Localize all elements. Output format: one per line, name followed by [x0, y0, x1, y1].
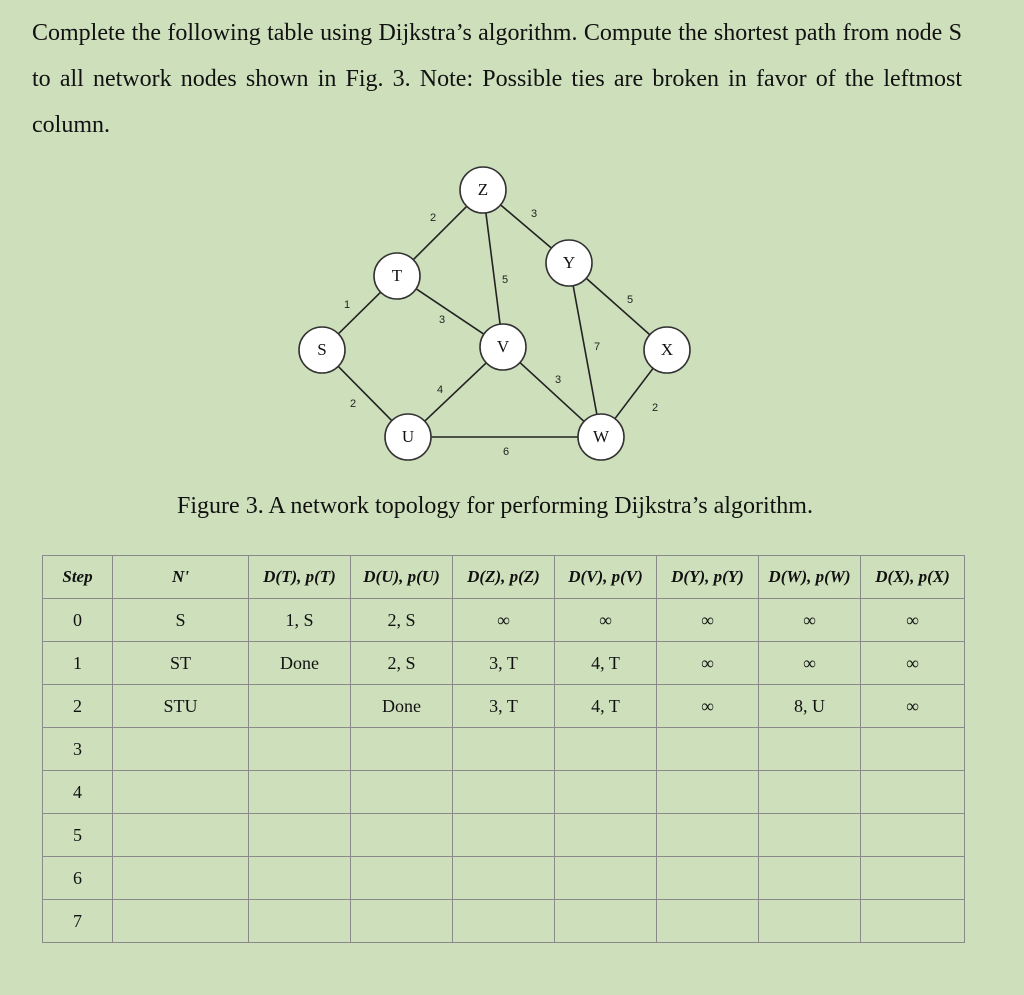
distance-cell: ∞	[453, 599, 555, 642]
edge-z-v	[486, 213, 500, 324]
edge-z-y	[501, 205, 552, 248]
step-cell: 2	[43, 685, 113, 728]
distance-cell	[759, 728, 861, 771]
edge-weight-v-w: 3	[554, 373, 562, 386]
table-row	[43, 814, 965, 857]
n-prime-cell	[113, 900, 249, 943]
distance-cell	[861, 771, 965, 814]
edge-t-v	[416, 289, 484, 334]
step-cell: 4	[43, 771, 113, 814]
table-row	[43, 728, 965, 771]
distance-cell	[351, 814, 453, 857]
distance-cell	[351, 857, 453, 900]
edge-weight-s-u: 2	[349, 397, 357, 410]
graph-edges	[338, 205, 653, 437]
graph-nodes	[299, 167, 690, 460]
header-t: D(T), p(T)	[249, 556, 351, 599]
distance-cell	[351, 900, 453, 943]
node-label: W	[592, 426, 610, 446]
distance-cell	[351, 771, 453, 814]
distance-cell: 1, S	[249, 599, 351, 642]
edge-weight-z-y: 3	[530, 207, 538, 220]
header-v: D(V), p(V)	[555, 556, 657, 599]
distance-cell	[453, 900, 555, 943]
distance-cell: ∞	[657, 599, 759, 642]
n-prime-cell	[113, 814, 249, 857]
distance-cell: 4, T	[555, 642, 657, 685]
distance-cell	[555, 814, 657, 857]
header-n-prime: N'	[113, 556, 249, 599]
edge-weight-s-t: 1	[343, 298, 351, 311]
node-label: T	[391, 265, 403, 285]
n-prime-cell	[113, 728, 249, 771]
edge-weight-w-x: 2	[651, 401, 659, 414]
distance-cell: ∞	[555, 599, 657, 642]
step-cell: 6	[43, 857, 113, 900]
distance-cell	[249, 857, 351, 900]
node-s	[299, 327, 345, 373]
node-t	[374, 253, 420, 299]
header-step: Step	[43, 556, 113, 599]
distance-cell	[861, 728, 965, 771]
node-label: U	[401, 426, 415, 446]
distance-cell: 3, T	[453, 685, 555, 728]
distance-cell	[861, 857, 965, 900]
header-u: D(U), p(U)	[351, 556, 453, 599]
distance-cell: ∞	[657, 642, 759, 685]
distance-cell	[555, 857, 657, 900]
distance-cell: 2, S	[351, 642, 453, 685]
node-label: V	[496, 336, 510, 356]
distance-cell	[861, 900, 965, 943]
edge-u-v	[425, 363, 487, 421]
distance-cell	[657, 857, 759, 900]
distance-cell	[249, 771, 351, 814]
figure-caption: Figure 3. A network topology for performing Dijkstra’s algorithm.	[177, 493, 813, 519]
distance-cell: 4, T	[555, 685, 657, 728]
distance-cell	[249, 685, 351, 728]
distance-cell: 8, U	[759, 685, 861, 728]
header-z: D(Z), p(Z)	[453, 556, 555, 599]
distance-cell	[453, 771, 555, 814]
distance-cell: 2, S	[351, 599, 453, 642]
edge-weight-y-x: 5	[626, 293, 634, 306]
edge-weight-u-w: 6	[502, 445, 510, 458]
n-prime-cell: ST	[113, 642, 249, 685]
distance-cell	[555, 728, 657, 771]
step-cell: 5	[43, 814, 113, 857]
node-v	[480, 324, 526, 370]
edge-w-x	[615, 368, 653, 418]
distance-cell	[657, 728, 759, 771]
edge-weight-z-v: 5	[501, 273, 509, 286]
table-row	[43, 642, 965, 685]
distance-cell	[759, 771, 861, 814]
distance-cell: ∞	[861, 685, 965, 728]
table-body	[43, 599, 965, 943]
distance-cell	[657, 814, 759, 857]
node-u	[385, 414, 431, 460]
question-text: Complete the following table using Dijkstra’s algorithm. Compute the shortest path from node S to all network nodes shown in Fig. 3. Note: Possible ties are broken in favor of the leftmost column.	[32, 20, 962, 138]
edge-weight-y-w: 7	[593, 340, 601, 353]
node-label: S	[317, 339, 327, 359]
distance-cell	[453, 857, 555, 900]
step-cell: 7	[43, 900, 113, 943]
edge-s-u	[338, 366, 392, 420]
table-row	[43, 599, 965, 642]
n-prime-cell	[113, 857, 249, 900]
node-label: Z	[477, 179, 489, 199]
distance-cell	[657, 900, 759, 943]
edge-v-w	[520, 363, 584, 422]
distance-cell: ∞	[759, 642, 861, 685]
distance-cell: Done	[249, 642, 351, 685]
distance-cell: 3, T	[453, 642, 555, 685]
n-prime-cell: STU	[113, 685, 249, 728]
edge-y-x	[586, 278, 650, 334]
distance-cell: ∞	[657, 685, 759, 728]
table-row	[43, 685, 965, 728]
distance-cell	[759, 857, 861, 900]
edge-t-z	[413, 206, 466, 259]
n-prime-cell: S	[113, 599, 249, 642]
dijkstra-table	[42, 555, 965, 943]
distance-cell: ∞	[861, 599, 965, 642]
node-z	[460, 167, 506, 213]
distance-cell	[453, 728, 555, 771]
distance-cell: ∞	[861, 642, 965, 685]
node-label: Y	[562, 252, 576, 272]
table-row	[43, 900, 965, 943]
distance-cell	[759, 900, 861, 943]
distance-cell	[249, 814, 351, 857]
step-cell: 1	[43, 642, 113, 685]
edge-weight-t-v: 3	[438, 313, 446, 326]
distance-cell	[249, 900, 351, 943]
table-header-row	[43, 556, 965, 599]
distance-cell	[657, 771, 759, 814]
node-x	[644, 327, 690, 373]
header-x: D(X), p(X)	[861, 556, 965, 599]
distance-cell: Done	[351, 685, 453, 728]
edge-weight-u-v: 4	[436, 383, 444, 396]
node-y	[546, 240, 592, 286]
step-cell: 3	[43, 728, 113, 771]
step-cell: 0	[43, 599, 113, 642]
header-y: D(Y), p(Y)	[657, 556, 759, 599]
distance-cell	[351, 728, 453, 771]
distance-cell: ∞	[759, 599, 861, 642]
distance-cell	[453, 814, 555, 857]
node-label: X	[660, 339, 674, 359]
distance-cell	[861, 814, 965, 857]
table-row	[43, 857, 965, 900]
table-row	[43, 771, 965, 814]
n-prime-cell	[113, 771, 249, 814]
node-w	[578, 414, 624, 460]
edge-weight-t-z: 2	[429, 211, 437, 224]
distance-cell	[759, 814, 861, 857]
distance-cell	[249, 728, 351, 771]
distance-cell	[555, 771, 657, 814]
distance-cell	[555, 900, 657, 943]
header-w: D(W), p(W)	[759, 556, 861, 599]
